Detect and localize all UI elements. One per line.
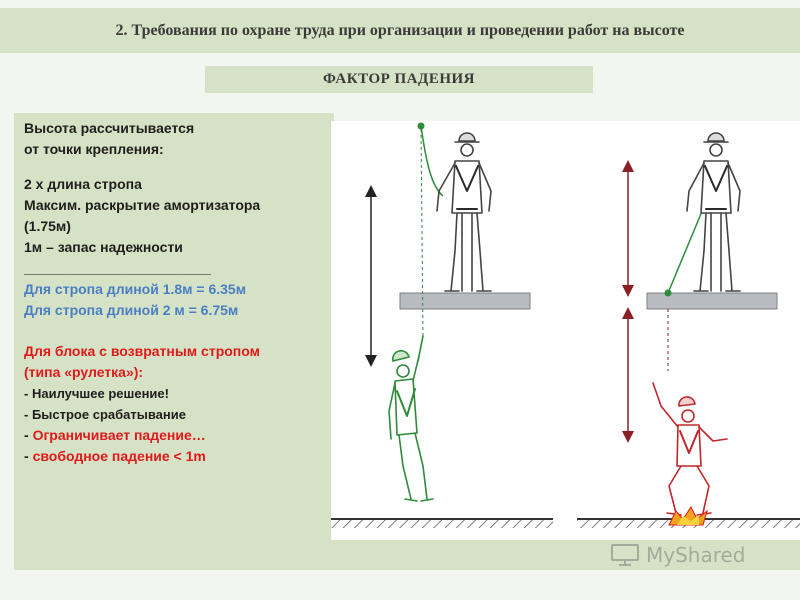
diagram-svg (331, 121, 800, 540)
factor-title-box (205, 66, 593, 93)
text-line-3: 2 х длина стропа (24, 176, 142, 192)
text-line-2: от точки крепления: (24, 141, 164, 157)
bullet-dash: - (24, 407, 32, 422)
bullet-4 (24, 446, 334, 467)
spacer (24, 321, 334, 341)
standing-worker-icon (437, 133, 491, 291)
bullet-text: Ограничивает падение… (32, 427, 206, 443)
text-line-1: Высота рассчитывается (24, 120, 195, 136)
falling-worker-icon (389, 336, 433, 501)
text-divider: ________________________ (24, 260, 211, 276)
slide-header (0, 8, 800, 53)
right-scene (577, 133, 800, 528)
red-line-2: (типа «рулетка»): (24, 364, 144, 380)
bullet-1 (24, 383, 334, 404)
bullet-dash: - (24, 386, 32, 401)
left-scene (331, 123, 553, 529)
red-line-1: Для блока с возвратным стропом (24, 343, 260, 359)
presentation-board-icon (610, 543, 640, 567)
standing-worker-2-icon (687, 133, 740, 291)
left-ground-hatch (331, 520, 553, 528)
bullet-dash: - (24, 427, 33, 443)
spacer (24, 160, 334, 174)
bullet-dash: - (24, 448, 33, 464)
right-lanyard (668, 209, 703, 293)
bullet-3 (24, 425, 334, 446)
bullet-text: Быстрое срабатывание (31, 407, 186, 422)
factor-title: ФАКТОР ПАДЕНИЯ (322, 71, 476, 87)
text-line-6: 1м – запас надежности (24, 239, 183, 255)
blue-line-1: Для стропа длиной 1.8м = 6.35м (24, 281, 247, 297)
text-column (24, 118, 334, 467)
fall-factor-diagram (331, 121, 800, 540)
watermark (610, 540, 746, 570)
bullet-text: Наилучшее решение! (31, 386, 169, 401)
bullet-2 (24, 404, 334, 425)
text-line-4: Максим. раскрытие амортизатора (24, 197, 261, 213)
landing-worker-icon (653, 383, 727, 515)
header-title: 2. Требования по охране труда при организации и проведении работ на высоте (115, 21, 685, 39)
left-platform (400, 293, 530, 309)
watermark-text: MyShared (646, 543, 746, 567)
text-line-5: (1.75м) (24, 218, 71, 234)
blue-line-2: Для стропа длиной 2 м = 6.75м (24, 302, 239, 318)
lanyard-upper (421, 126, 443, 196)
bullet-text: свободное падение < 1m (32, 448, 206, 464)
